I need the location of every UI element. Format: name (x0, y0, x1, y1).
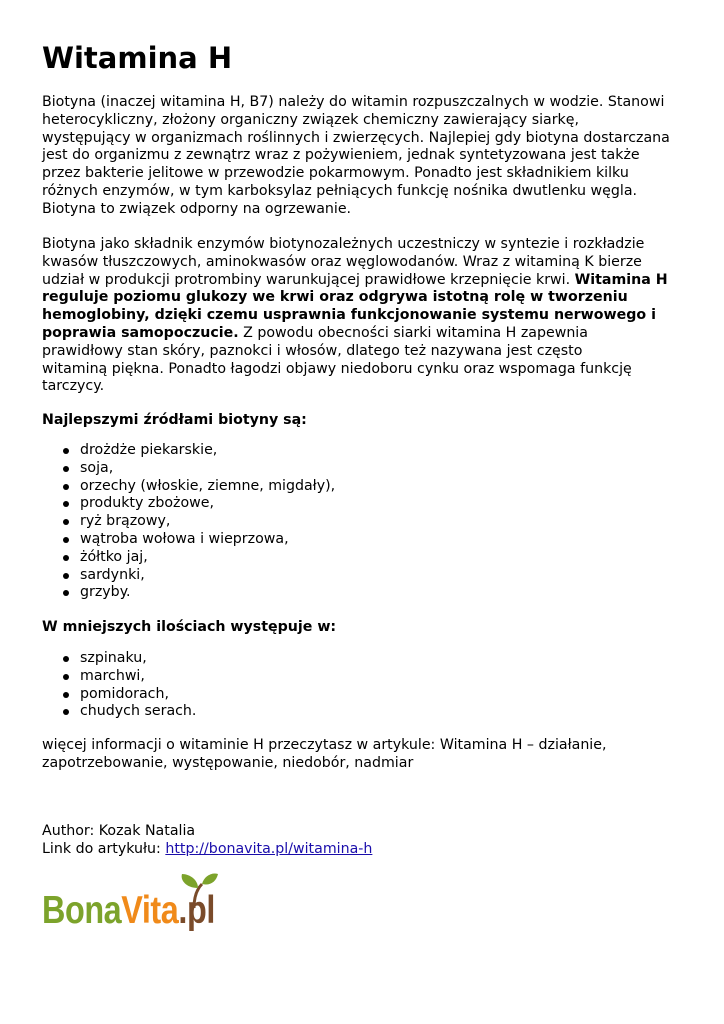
logo-text-pl: .pl (178, 889, 215, 932)
minor-sources-list (80, 650, 196, 721)
list-item: szpinaku, (80, 650, 196, 668)
intro-line: występujący w organizmach roślinnych i zwierzęcych. Najlepiej gdy biotyna dostarczana (42, 129, 670, 146)
article-link[interactable]: http://bonavita.pl/witamina-h (165, 841, 373, 857)
bullet-icon (63, 692, 69, 698)
bullet-icon (63, 519, 69, 525)
paragraph-line (42, 272, 668, 290)
intro-line: Biotyna (inaczej witamina H, B7) należy do witamin rozpuszczalnych w wodzie. Stanowi (42, 94, 665, 110)
list-item: ryż brązowy, (80, 513, 335, 531)
list-item: soja, (80, 460, 335, 478)
minor-sources-heading: W mniejszych ilościach występuje w: (42, 619, 337, 635)
bullet-icon (63, 674, 69, 680)
intro-line: jest do organizmu z zewnątrz wraz z pożywieniem, jednak syntetyzowana jest także (42, 147, 640, 164)
bold-line: hemoglobiny, dzięki czemu usprawnia funkcjonowanie systemu nerwowego i (42, 307, 656, 324)
paragraph-line: kwasów tłuszczowych, aminokwasów oraz węglowodanów. Wraz z witaminą K bierze (42, 253, 642, 270)
author-line: Author: Kozak Natalia (42, 823, 196, 839)
article-link-line (42, 840, 372, 858)
paragraph-line: Biotyna jako składnik enzymów biotynozależnych uczestniczy w syntezie i rozkładzie (42, 236, 645, 252)
logo-text-bona: Bona (42, 889, 122, 932)
list-item: grzyby. (80, 584, 335, 602)
list-item: orzechy (włoskie, ziemne, migdały), (80, 478, 335, 496)
bullet-icon (63, 484, 69, 490)
list-item: pomidorach, (80, 686, 196, 704)
bonavita-logo (42, 870, 222, 945)
bullet-icon (63, 555, 69, 561)
list-item: produkty zbożowe, (80, 495, 335, 513)
intro-line: różnych enzymów, w tym karboksylaz pełniących funkcję nośnika dwutlenku węgla. (42, 182, 638, 199)
intro-paragraph (42, 94, 670, 219)
list-item: chudych serach. (80, 703, 196, 721)
bold-text: Witamina H (574, 271, 668, 288)
bullet-icon (63, 501, 69, 507)
paragraph-text: Z powodu obecności siarki witamina H zapewnia (238, 324, 588, 341)
bold-text: poprawia samopoczucie. (42, 324, 239, 341)
bullet-icon (63, 573, 69, 579)
intro-line: przez bakterie jelitowe w przewodzie pokarmowym. Ponadto jest składnikiem kilku (42, 165, 629, 182)
bullet-icon (63, 709, 69, 715)
paragraph-line: tarczycy. (42, 378, 105, 395)
logo-wordmark (42, 888, 215, 934)
bullet-icon (63, 537, 69, 543)
list-item: sardynki, (80, 567, 335, 585)
list-item: marchwi, (80, 668, 196, 686)
paragraph-text: udział w produkcji protrombiny warunkującej prawidłowe krzepnięcie krwi. (42, 271, 575, 288)
list-item: drożdże piekarskie, (80, 442, 335, 460)
more-info-paragraph (42, 737, 607, 773)
bullet-icon (63, 466, 69, 472)
paragraph-line: prawidłowy stan skóry, paznokci i włosów, dlatego też nazywana jest często (42, 342, 583, 359)
sources-heading: Najlepszymi źródłami biotyny są: (42, 412, 307, 428)
intro-line: Biotyna to związek odporny na ogrzewanie. (42, 200, 352, 217)
link-label: Link do artykułu: (42, 841, 166, 857)
paragraph-line (42, 325, 668, 343)
paragraph-line: zapotrzebowanie, występowanie, niedobór, nadmiar (42, 754, 414, 771)
bullet-icon (63, 590, 69, 596)
list-item: żółtko jaj, (80, 549, 335, 567)
page-title: Witamina H (42, 41, 233, 75)
bullet-icon (63, 656, 69, 662)
biotin-function-paragraph (42, 236, 668, 396)
bold-line: reguluje poziomu glukozy we krwi oraz odgrywa istotną rolę w tworzeniu (42, 289, 628, 306)
sources-list (80, 442, 335, 602)
list-item: wątroba wołowa i wieprzowa, (80, 531, 335, 549)
intro-line: heterocykliczny, złożony organiczny związek chemiczny zawierający siarkę, (42, 111, 580, 128)
paragraph-line: więcej informacji o witaminie H przeczytasz w artykule: Witamina H – działanie, (42, 737, 607, 753)
paragraph-line: witaminą piękna. Ponadto łagodzi objawy niedoboru cynku oraz wspomaga funkcję (42, 360, 632, 377)
bullet-icon (63, 448, 69, 454)
logo-text-vita: Vita (121, 889, 179, 932)
